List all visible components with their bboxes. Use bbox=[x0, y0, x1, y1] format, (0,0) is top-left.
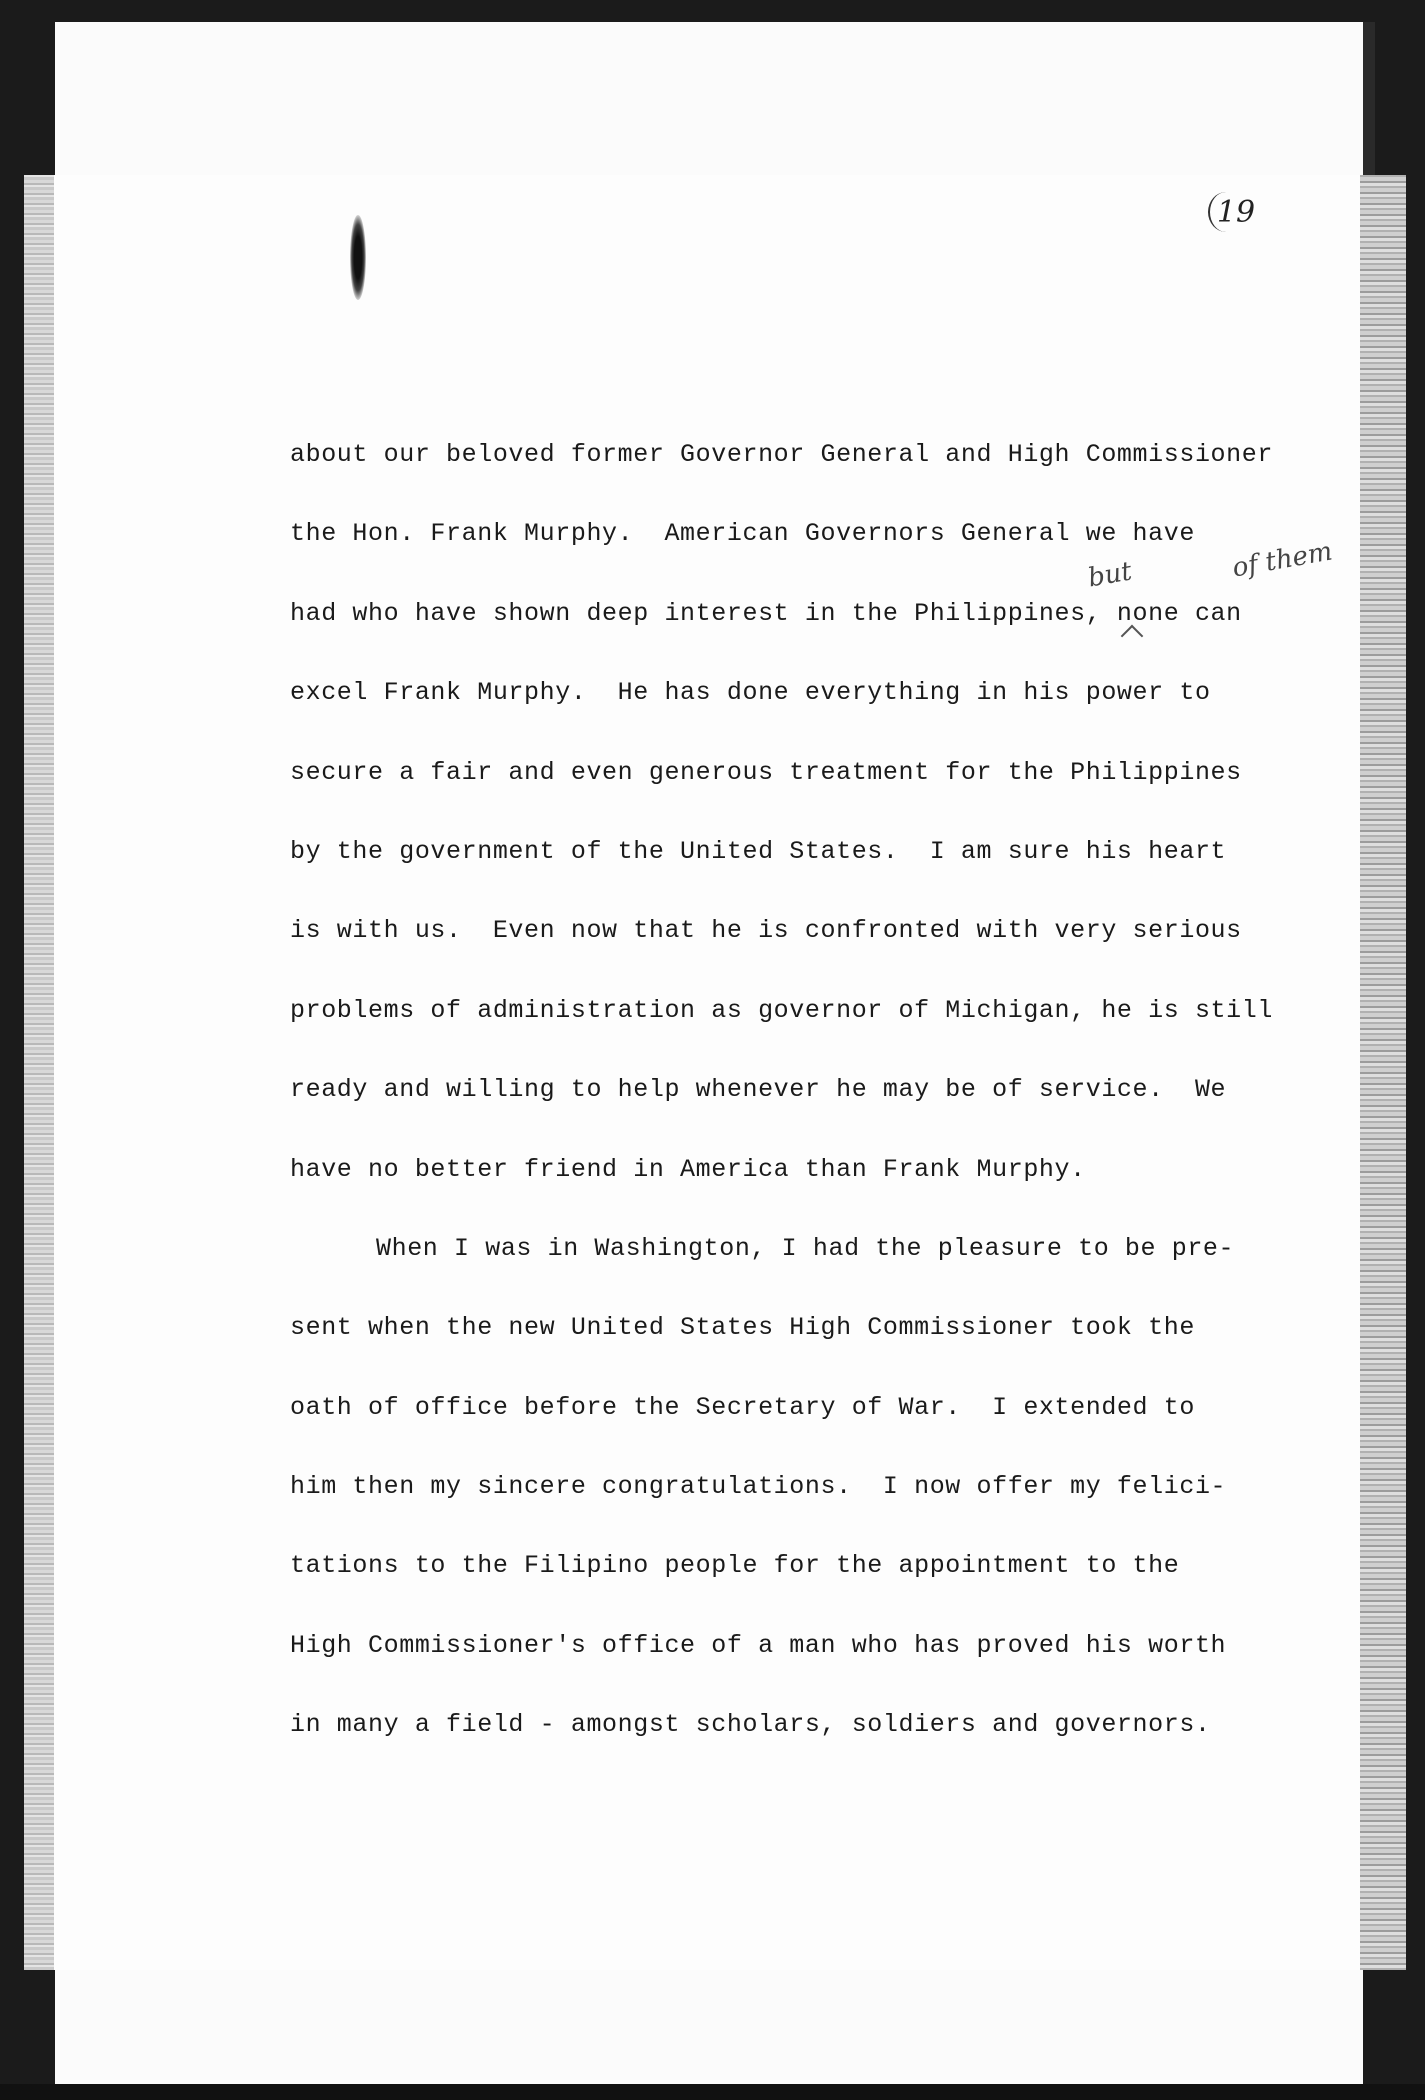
ink-smudge bbox=[350, 215, 366, 300]
text-line: is with us. Even now that he is confronted with very serious bbox=[290, 916, 1242, 946]
paragraph-start-line: When I was in Washington, I had the pleasure to be pre- bbox=[376, 1233, 1235, 1263]
text-line: oath of office before the Secretary of War. I extended to bbox=[290, 1392, 1195, 1422]
text-line: secure a fair and even generous treatment for the Philippines bbox=[290, 757, 1242, 787]
page-edge-right bbox=[1360, 175, 1406, 1970]
text-line: by the government of the United States. I am sure his heart bbox=[290, 836, 1227, 866]
typed-body-text bbox=[290, 438, 1350, 1788]
sheet-shadow bbox=[1363, 22, 1375, 177]
text-line: him then my sincere congratulations. I now offer my felici- bbox=[290, 1472, 1227, 1502]
text-line: had who have shown deep interest in the Philippines, none can bbox=[290, 598, 1242, 628]
scan-border-bottom bbox=[0, 2084, 1425, 2100]
text-line: ready and willing to help whenever he may be of service. We bbox=[290, 1075, 1227, 1105]
text-line: tations to the Filipino people for the appointment to the bbox=[290, 1551, 1180, 1581]
handwritten-annotation-but: but bbox=[1085, 556, 1135, 594]
text-line: excel Frank Murphy. He has done everything in his power to bbox=[290, 678, 1211, 708]
text-line: have no better friend in America than Frank Murphy. bbox=[290, 1154, 1086, 1184]
text-line: problems of administration as governor of Michigan, he is still bbox=[290, 995, 1273, 1025]
page-number bbox=[1208, 190, 1264, 234]
text-line: sent when the new United States High Commissioner took the bbox=[290, 1313, 1195, 1343]
text-line: the Hon. Frank Murphy. American Governors General we have bbox=[290, 519, 1195, 549]
page-number-text: 19 bbox=[1216, 194, 1256, 230]
page-edge-left bbox=[24, 175, 54, 1970]
text-line: in many a field - amongst scholars, soldiers and governors. bbox=[290, 1710, 1211, 1740]
text-line: High Commissioner's office of a man who has proved his worth bbox=[290, 1630, 1227, 1660]
text-line: about our beloved former Governor General and High Commissioner bbox=[290, 440, 1273, 469]
handwritten-annotation-of-them: of them bbox=[1230, 536, 1335, 584]
